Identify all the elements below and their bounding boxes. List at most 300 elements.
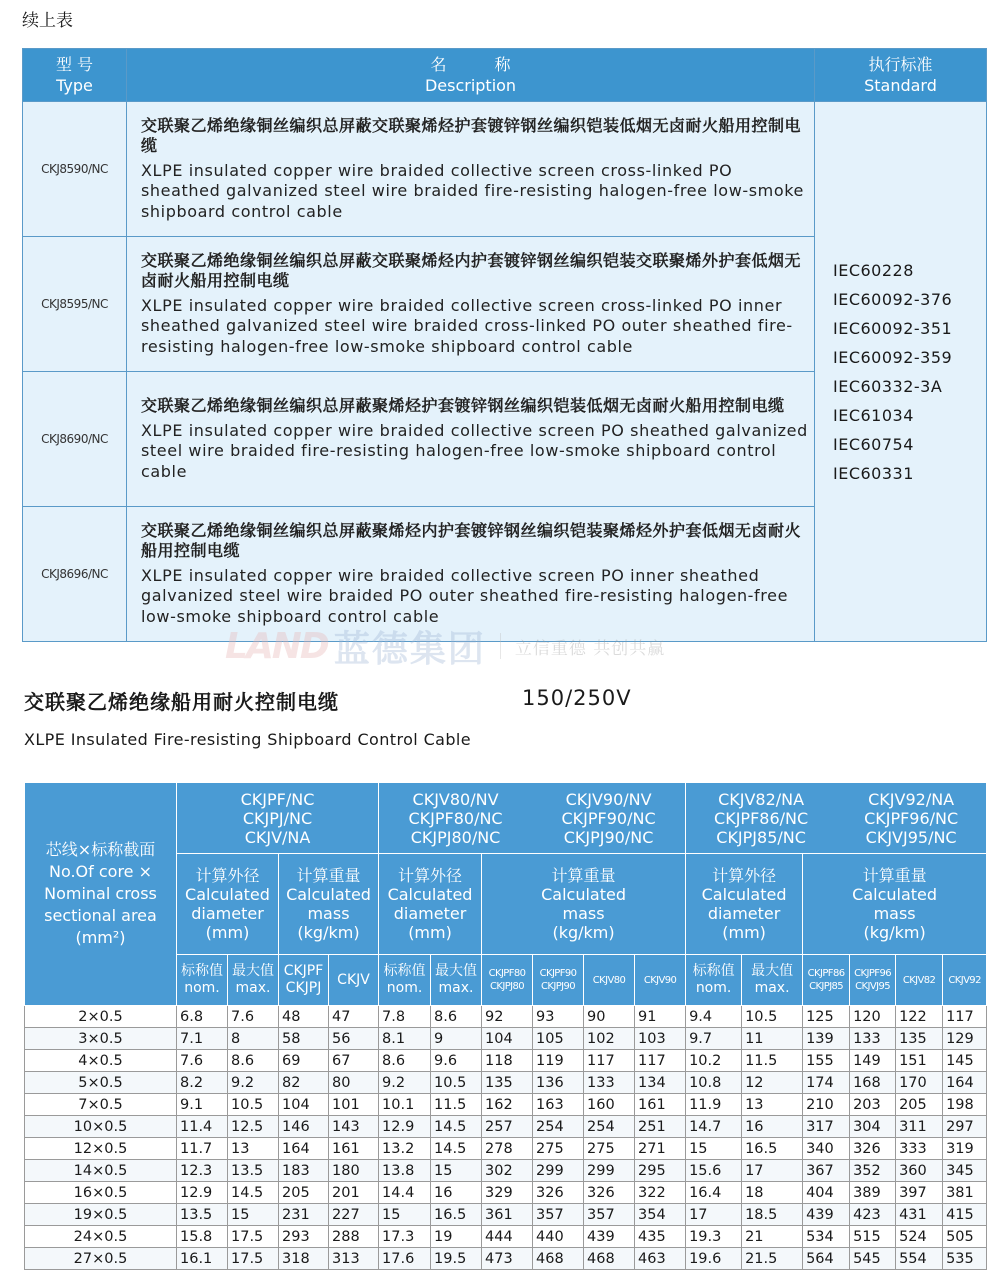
value-cell: 257 — [482, 1116, 533, 1138]
value-cell: 161 — [329, 1138, 379, 1160]
value-cell: 47 — [329, 1006, 379, 1028]
value-cell: 397 — [896, 1182, 943, 1204]
value-cell: 7.1 — [177, 1028, 228, 1050]
value-cell: 133 — [584, 1072, 635, 1094]
description-table — [22, 48, 987, 642]
mass-header-unit: (kg/km) — [552, 923, 615, 942]
model-name: CKJV/NA — [244, 827, 311, 847]
size-header-en: No.Of core × — [48, 862, 153, 881]
model-name: CKJPJ/NC — [242, 808, 313, 828]
max-label-cn: 最大值 — [435, 963, 478, 979]
value-cell: 19.3 — [686, 1226, 742, 1248]
model-label — [482, 955, 533, 1006]
value-cell: 251 — [635, 1116, 686, 1138]
value-cell: 8.6 — [431, 1006, 482, 1028]
diameter-header-unit: (mm) — [205, 923, 250, 942]
value-cell: 16 — [742, 1116, 803, 1138]
value-cell: 16.5 — [431, 1204, 482, 1226]
value-cell: 93 — [533, 1006, 584, 1028]
value-cell: 161 — [635, 1094, 686, 1116]
value-cell: 8.6 — [379, 1050, 431, 1072]
size-cell: 3×0.5 — [25, 1028, 177, 1050]
value-cell: 160 — [584, 1094, 635, 1116]
value-cell: 12.9 — [177, 1182, 228, 1204]
table-row — [25, 1182, 987, 1204]
nom-label — [686, 955, 742, 1006]
value-cell: 404 — [803, 1182, 850, 1204]
nom-label-cn: 标称值 — [181, 963, 223, 979]
value-cell: 297 — [943, 1116, 987, 1138]
model-name: CKJPF/NC — [240, 789, 315, 809]
value-cell: 11.7 — [177, 1138, 228, 1160]
value-cell: 18.5 — [742, 1204, 803, 1226]
value-cell: 439 — [803, 1204, 850, 1226]
type-header-en: Type — [56, 76, 93, 95]
value-cell: 271 — [635, 1138, 686, 1160]
standard-item: IEC60092-376 — [833, 289, 953, 309]
model-label-text: CKJPJ80 — [490, 981, 525, 992]
nom-label-en: nom. — [184, 980, 220, 996]
value-cell: 104 — [482, 1028, 533, 1050]
value-cell: 9.7 — [686, 1028, 742, 1050]
spec-table — [24, 782, 987, 1270]
size-cell: 27×0.5 — [25, 1248, 177, 1270]
description-header-cn: 名 称 — [430, 55, 511, 74]
value-cell: 10.8 — [686, 1072, 742, 1094]
value-cell: 90 — [584, 1006, 635, 1028]
description-cell — [127, 372, 815, 507]
value-cell: 17.5 — [228, 1226, 279, 1248]
type-header-cn: 型 号 — [55, 55, 94, 74]
value-cell: 14.5 — [431, 1138, 482, 1160]
model-label-text: CKJPJ — [285, 980, 322, 996]
mass-header-cn: 计算重量 — [551, 866, 616, 885]
value-cell: 15 — [228, 1204, 279, 1226]
value-cell: 311 — [896, 1116, 943, 1138]
value-cell: 58 — [279, 1028, 329, 1050]
type-cell: CKJ8696/NC — [23, 507, 127, 642]
table-row — [25, 1116, 987, 1138]
model-name: CKJPJ90/NC — [563, 827, 654, 847]
value-cell: 345 — [943, 1160, 987, 1182]
value-cell: 9.2 — [379, 1072, 431, 1094]
value-cell: 352 — [850, 1160, 896, 1182]
mass-header-cn: 计算重量 — [296, 866, 361, 885]
value-cell: 174 — [803, 1072, 850, 1094]
value-cell: 48 — [279, 1006, 329, 1028]
value-cell: 15 — [431, 1160, 482, 1182]
mass-header-en: Calculated — [541, 885, 626, 904]
value-cell: 11 — [742, 1028, 803, 1050]
value-cell: 13 — [228, 1138, 279, 1160]
value-cell: 136 — [533, 1072, 584, 1094]
value-cell: 534 — [803, 1226, 850, 1248]
value-cell: 15 — [686, 1138, 742, 1160]
value-cell: 139 — [803, 1028, 850, 1050]
max-label-en: max. — [235, 980, 271, 996]
value-cell: 254 — [533, 1116, 584, 1138]
value-cell: 12 — [742, 1072, 803, 1094]
value-cell: 299 — [533, 1160, 584, 1182]
table-row — [25, 1028, 987, 1050]
value-cell: 104 — [279, 1094, 329, 1116]
value-cell: 515 — [850, 1226, 896, 1248]
model-label — [584, 955, 635, 1006]
value-cell: 120 — [850, 1006, 896, 1028]
model-name: CKJPJ80/NC — [410, 827, 501, 847]
value-cell: 101 — [329, 1094, 379, 1116]
value-cell: 304 — [850, 1116, 896, 1138]
model-label-text: CKJPF — [283, 963, 324, 979]
description-header — [127, 49, 815, 102]
diameter-header-en: diameter — [707, 904, 781, 923]
diameter-header — [177, 854, 279, 955]
size-header-en: sectional area — [44, 906, 157, 925]
value-cell: 67 — [329, 1050, 379, 1072]
value-cell: 183 — [279, 1160, 329, 1182]
value-cell: 295 — [635, 1160, 686, 1182]
value-cell: 318 — [279, 1248, 329, 1270]
value-cell: 8.1 — [379, 1028, 431, 1050]
model-group — [686, 783, 987, 854]
value-cell: 17 — [686, 1204, 742, 1226]
standard-header-cn: 执行标准 — [868, 55, 933, 74]
diameter-header-en: Calculated — [185, 885, 270, 904]
standard-item: IEC60754 — [833, 434, 914, 454]
table-row — [25, 1226, 987, 1248]
max-label-cn: 最大值 — [751, 963, 794, 979]
model-label-text: CKJV92 — [948, 974, 981, 986]
size-header-cn: 芯线×标称截面 — [45, 840, 156, 859]
value-cell: 13.2 — [379, 1138, 431, 1160]
model-label-text: CKJPJ90 — [541, 981, 576, 992]
type-cell: CKJ8690/NC — [23, 372, 127, 507]
model-group — [379, 783, 686, 854]
size-cell: 24×0.5 — [25, 1226, 177, 1248]
model-name: CKJV92/NA — [868, 789, 955, 809]
model-label-text: CKJPJ85 — [809, 981, 844, 992]
watermark — [225, 625, 666, 670]
model-label — [533, 955, 584, 1006]
nom-label-cn: 标称值 — [383, 963, 426, 979]
model-name: CKJPF86/NC — [714, 808, 809, 828]
spec-table-body — [25, 1006, 987, 1270]
value-cell: 122 — [896, 1006, 943, 1028]
size-header-en: Nominal cross — [44, 884, 157, 903]
value-cell: 231 — [279, 1204, 329, 1226]
diameter-header-en: Calculated — [701, 885, 787, 904]
value-cell: 9.4 — [686, 1006, 742, 1028]
value-cell: 19.5 — [431, 1248, 482, 1270]
standards-cell — [815, 102, 987, 642]
value-cell: 302 — [482, 1160, 533, 1182]
value-cell: 227 — [329, 1204, 379, 1226]
section-title-en: XLPE Insulated Fire-resisting Shipboard Control Cable — [24, 730, 472, 749]
value-cell: 163 — [533, 1094, 584, 1116]
value-cell: 168 — [850, 1072, 896, 1094]
value-cell: 440 — [533, 1226, 584, 1248]
value-cell: 21 — [742, 1226, 803, 1248]
value-cell: 326 — [533, 1182, 584, 1204]
model-label — [279, 955, 329, 1006]
mass-header — [279, 854, 379, 955]
model-label-text: CKJV90 — [643, 974, 677, 986]
diameter-header-cn: 计算外径 — [195, 866, 260, 885]
value-cell: 357 — [584, 1204, 635, 1226]
value-cell: 14.4 — [379, 1182, 431, 1204]
model-label-text: CKJPF90 — [539, 968, 577, 979]
value-cell: 535 — [943, 1248, 987, 1270]
model-name: CKJV80/NV — [412, 789, 499, 809]
model-name: CKJPF80/NC — [408, 808, 503, 828]
size-cell: 2×0.5 — [25, 1006, 177, 1028]
value-cell: 17.6 — [379, 1248, 431, 1270]
table-row — [25, 1006, 987, 1028]
value-cell: 505 — [943, 1226, 987, 1248]
value-cell: 9.1 — [177, 1094, 228, 1116]
value-cell: 13 — [742, 1094, 803, 1116]
value-cell: 205 — [279, 1182, 329, 1204]
value-cell: 17 — [742, 1160, 803, 1182]
value-cell: 19.6 — [686, 1248, 742, 1270]
description-cell — [127, 102, 815, 237]
value-cell: 117 — [943, 1006, 987, 1028]
section-title-cn: 交联聚乙烯绝缘船用耐火控制电缆 — [24, 690, 339, 714]
value-cell: 354 — [635, 1204, 686, 1226]
nom-label-en: nom. — [386, 980, 423, 996]
value-cell: 275 — [584, 1138, 635, 1160]
value-cell: 11.5 — [742, 1050, 803, 1072]
value-cell: 210 — [803, 1094, 850, 1116]
model-label — [850, 955, 896, 1006]
model-label — [329, 955, 379, 1006]
value-cell: 105 — [533, 1028, 584, 1050]
model-label-text: CKJV80 — [592, 974, 626, 986]
diameter-header-unit: (mm) — [722, 923, 766, 942]
mass-header-en: mass — [873, 904, 916, 923]
value-cell: 103 — [635, 1028, 686, 1050]
value-cell: 463 — [635, 1248, 686, 1270]
model-name: CKJV82/NA — [718, 789, 805, 809]
value-cell: 11.5 — [431, 1094, 482, 1116]
value-cell: 6.8 — [177, 1006, 228, 1028]
value-cell: 431 — [896, 1204, 943, 1226]
value-cell: 16.5 — [742, 1138, 803, 1160]
standard-item: IEC61034 — [833, 405, 914, 425]
value-cell: 524 — [896, 1226, 943, 1248]
value-cell: 19 — [431, 1226, 482, 1248]
value-cell: 117 — [584, 1050, 635, 1072]
model-label — [635, 955, 686, 1006]
value-cell: 10.5 — [742, 1006, 803, 1028]
value-cell: 125 — [803, 1006, 850, 1028]
size-cell: 7×0.5 — [25, 1094, 177, 1116]
value-cell: 164 — [943, 1072, 987, 1094]
value-cell: 361 — [482, 1204, 533, 1226]
value-cell: 9 — [431, 1028, 482, 1050]
value-cell: 17.3 — [379, 1226, 431, 1248]
value-cell: 133 — [850, 1028, 896, 1050]
model-label — [943, 955, 987, 1006]
value-cell: 155 — [803, 1050, 850, 1072]
value-cell: 278 — [482, 1138, 533, 1160]
table-row — [25, 1072, 987, 1094]
value-cell: 10.5 — [431, 1072, 482, 1094]
size-header — [25, 783, 177, 1006]
value-cell: 145 — [943, 1050, 987, 1072]
table-row — [25, 1160, 987, 1182]
value-cell: 444 — [482, 1226, 533, 1248]
standard-header — [815, 49, 987, 102]
value-cell: 118 — [482, 1050, 533, 1072]
value-cell: 9.2 — [228, 1072, 279, 1094]
value-cell: 322 — [635, 1182, 686, 1204]
value-cell: 15.6 — [686, 1160, 742, 1182]
value-cell: 326 — [584, 1182, 635, 1204]
watermark-logo: LAND — [225, 625, 328, 667]
watermark-company: 蓝德集团 — [333, 628, 486, 670]
max-label — [228, 955, 279, 1006]
size-header-unit: (mm²) — [75, 928, 126, 947]
size-cell: 10×0.5 — [25, 1116, 177, 1138]
value-cell: 205 — [896, 1094, 943, 1116]
max-label-en: max. — [438, 980, 474, 996]
value-cell: 14.5 — [228, 1182, 279, 1204]
description-cn: 交联聚乙烯绝缘铜丝编织总屏蔽交联聚烯烃内护套镀锌钢丝编织铠装交联聚烯外护套低烟无卤耐火船用控制电缆 — [141, 250, 802, 291]
value-cell: 18 — [742, 1182, 803, 1204]
max-label — [431, 955, 482, 1006]
model-label-text: CKJVJ95 — [855, 981, 890, 992]
value-cell: 80 — [329, 1072, 379, 1094]
model-name: CKJVJ95/NC — [865, 827, 957, 847]
value-cell: 564 — [803, 1248, 850, 1270]
value-cell: 8.2 — [177, 1072, 228, 1094]
continued-label: 续上表 — [22, 11, 73, 31]
mass-header-unit: (kg/km) — [297, 923, 360, 942]
value-cell: 329 — [482, 1182, 533, 1204]
value-cell: 56 — [329, 1028, 379, 1050]
nom-label — [177, 955, 228, 1006]
value-cell: 69 — [279, 1050, 329, 1072]
mass-header-unit: (kg/km) — [863, 923, 926, 942]
value-cell: 117 — [635, 1050, 686, 1072]
value-cell: 13.5 — [228, 1160, 279, 1182]
value-cell: 389 — [850, 1182, 896, 1204]
value-cell: 317 — [803, 1116, 850, 1138]
value-cell: 15 — [379, 1204, 431, 1226]
value-cell: 367 — [803, 1160, 850, 1182]
value-cell: 91 — [635, 1006, 686, 1028]
model-label-text: CKJV — [337, 971, 370, 988]
description-header-row — [23, 49, 987, 102]
diameter-header-en: diameter — [191, 904, 264, 923]
table-row — [25, 1204, 987, 1226]
size-cell: 12×0.5 — [25, 1138, 177, 1160]
description-cn: 交联聚乙烯绝缘铜丝编织总屏蔽聚烯烃护套镀锌钢丝编织铠装低烟无卤耐火船用控制电缆 — [141, 396, 785, 415]
description-row — [23, 102, 987, 237]
standard-item: IEC60332-3A — [833, 376, 943, 396]
size-cell: 4×0.5 — [25, 1050, 177, 1072]
type-cell: CKJ8595/NC — [23, 237, 127, 372]
value-cell: 254 — [584, 1116, 635, 1138]
description-en: XLPE insulated copper wire braided collective screen PO inner sheathed galvanized steel wire braided PO outer sheathed fire-resisting halogen-free low-smoke shipboard control cable — [141, 565, 789, 626]
mass-header-en: mass — [307, 904, 350, 923]
value-cell: 468 — [533, 1248, 584, 1270]
value-cell: 439 — [584, 1226, 635, 1248]
value-cell: 16.4 — [686, 1182, 742, 1204]
diameter-header-en: diameter — [393, 904, 467, 923]
value-cell: 21.5 — [742, 1248, 803, 1270]
value-cell: 198 — [943, 1094, 987, 1116]
model-name: CKJPF90/NC — [561, 808, 656, 828]
model-group — [177, 783, 379, 854]
diameter-header — [686, 854, 803, 955]
value-cell: 299 — [584, 1160, 635, 1182]
mass-header — [482, 854, 686, 955]
description-en: XLPE insulated copper wire braided collective screen cross-linked PO inner sheathed galvanized steel wire braided cross-linked PO outer sheathed fire-resisting halogen-free low-smoke shipboard control cable — [141, 295, 793, 356]
model-name: CKJV90/NV — [565, 789, 652, 809]
value-cell: 8 — [228, 1028, 279, 1050]
value-cell: 13.5 — [177, 1204, 228, 1226]
value-cell: 82 — [279, 1072, 329, 1094]
standard-item: IEC60092-359 — [833, 347, 953, 367]
value-cell: 180 — [329, 1160, 379, 1182]
value-cell: 468 — [584, 1248, 635, 1270]
model-name: CKJPJ85/NC — [716, 827, 806, 847]
description-en: XLPE insulated copper wire braided collective screen PO sheathed galvanized steel wire braided fire-resisting halogen-free low-smoke shipboard control cable — [141, 420, 808, 481]
value-cell: 8.6 — [228, 1050, 279, 1072]
value-cell: 11.9 — [686, 1094, 742, 1116]
value-cell: 15.8 — [177, 1226, 228, 1248]
value-cell: 11.4 — [177, 1116, 228, 1138]
nom-label — [379, 955, 431, 1006]
value-cell: 7.6 — [228, 1006, 279, 1028]
value-cell: 545 — [850, 1248, 896, 1270]
value-cell: 288 — [329, 1226, 379, 1248]
type-header — [23, 49, 127, 102]
value-cell: 135 — [896, 1028, 943, 1050]
value-cell: 203 — [850, 1094, 896, 1116]
value-cell: 7.6 — [177, 1050, 228, 1072]
value-cell: 16.1 — [177, 1248, 228, 1270]
value-cell: 423 — [850, 1204, 896, 1226]
table-row — [25, 1248, 987, 1270]
watermark-slogan: 立信重德 共创共赢 — [514, 638, 666, 659]
value-cell: 201 — [329, 1182, 379, 1204]
value-cell: 333 — [896, 1138, 943, 1160]
value-cell: 135 — [482, 1072, 533, 1094]
value-cell: 10.1 — [379, 1094, 431, 1116]
mass-header-en: Calculated — [286, 885, 371, 904]
value-cell: 134 — [635, 1072, 686, 1094]
value-cell: 381 — [943, 1182, 987, 1204]
model-label-text: CKJPF96 — [854, 968, 891, 979]
value-cell: 275 — [533, 1138, 584, 1160]
description-header-en: Description — [424, 76, 517, 95]
table-row — [25, 1050, 987, 1072]
section-voltage: 150/250V — [522, 686, 632, 710]
value-cell: 14.5 — [431, 1116, 482, 1138]
value-cell: 151 — [896, 1050, 943, 1072]
table-row — [25, 1138, 987, 1160]
value-cell: 12.5 — [228, 1116, 279, 1138]
diameter-header-cn: 计算外径 — [712, 866, 777, 885]
value-cell: 360 — [896, 1160, 943, 1182]
model-label — [803, 955, 850, 1006]
value-cell: 10.2 — [686, 1050, 742, 1072]
description-cell — [127, 237, 815, 372]
value-cell: 9.6 — [431, 1050, 482, 1072]
